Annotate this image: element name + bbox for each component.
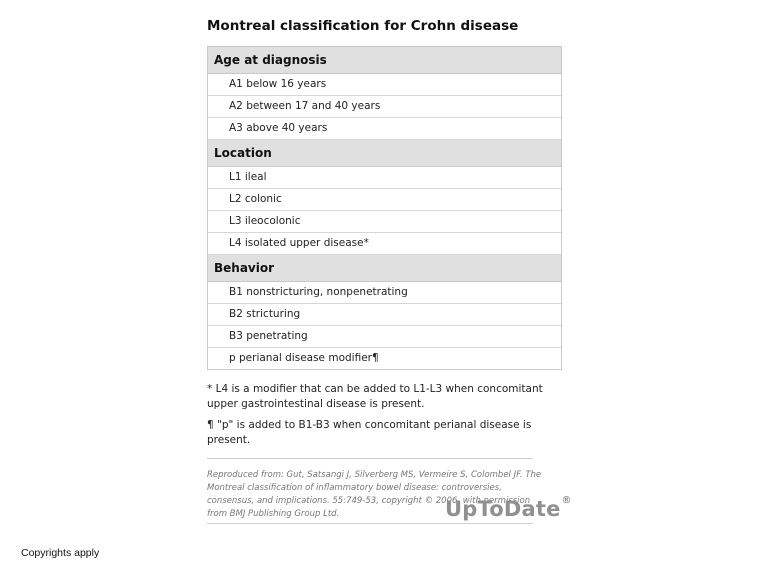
footnote-l4: * L4 is a modifier that can be added to L1-L3 when concomitant upper gastrointestinal disease is present. — [207, 383, 543, 410]
copyright-notice: Copyrights apply — [21, 547, 100, 559]
table-row: A2 between 17 and 40 years — [208, 96, 561, 118]
page-title: Montreal classification for Crohn disease — [207, 18, 519, 34]
table-row: L4 isolated upper disease* — [208, 233, 561, 255]
table-row: L1 ileal — [208, 167, 561, 189]
document-body — [207, 14, 572, 524]
registered-mark: ® — [561, 495, 572, 506]
table-row: L3 ileocolonic — [208, 211, 561, 233]
uptodate-logo — [445, 497, 572, 521]
table-row: B1 nonstricturing, nonpenetrating — [208, 282, 561, 304]
classification-table — [207, 46, 562, 370]
table-row: B3 penetrating — [208, 326, 561, 348]
footnote-perianal: ¶ "p" is added to B1-B3 when concomitant perianal disease is present. — [207, 419, 532, 446]
section-header-behavior: Behavior — [208, 255, 561, 282]
section-header-age: Age at diagnosis — [208, 47, 561, 74]
divider — [207, 523, 533, 524]
section-header-location: Location — [208, 140, 561, 167]
reproduction-note: Reproduced from: Gut, Satsangi J, Silverberg MS, Vermeire S, Colombel JF. The Montreal classification of inflammatory bowel disease: controversies, consensus, and implications. 55:749-53, copyright © 2006, with permission from BMJ Publishing Group Ltd. — [207, 470, 542, 519]
table-row: B2 stricturing — [208, 304, 561, 326]
table-row: A1 below 16 years — [208, 74, 561, 96]
brand-name: UpToDate — [445, 497, 561, 521]
reproduction-block — [207, 459, 572, 521]
footnotes — [207, 382, 547, 448]
table-row: L2 colonic — [208, 189, 561, 211]
table-row: A3 above 40 years — [208, 118, 561, 140]
table-row: p perianal disease modifier¶ — [229, 352, 379, 364]
